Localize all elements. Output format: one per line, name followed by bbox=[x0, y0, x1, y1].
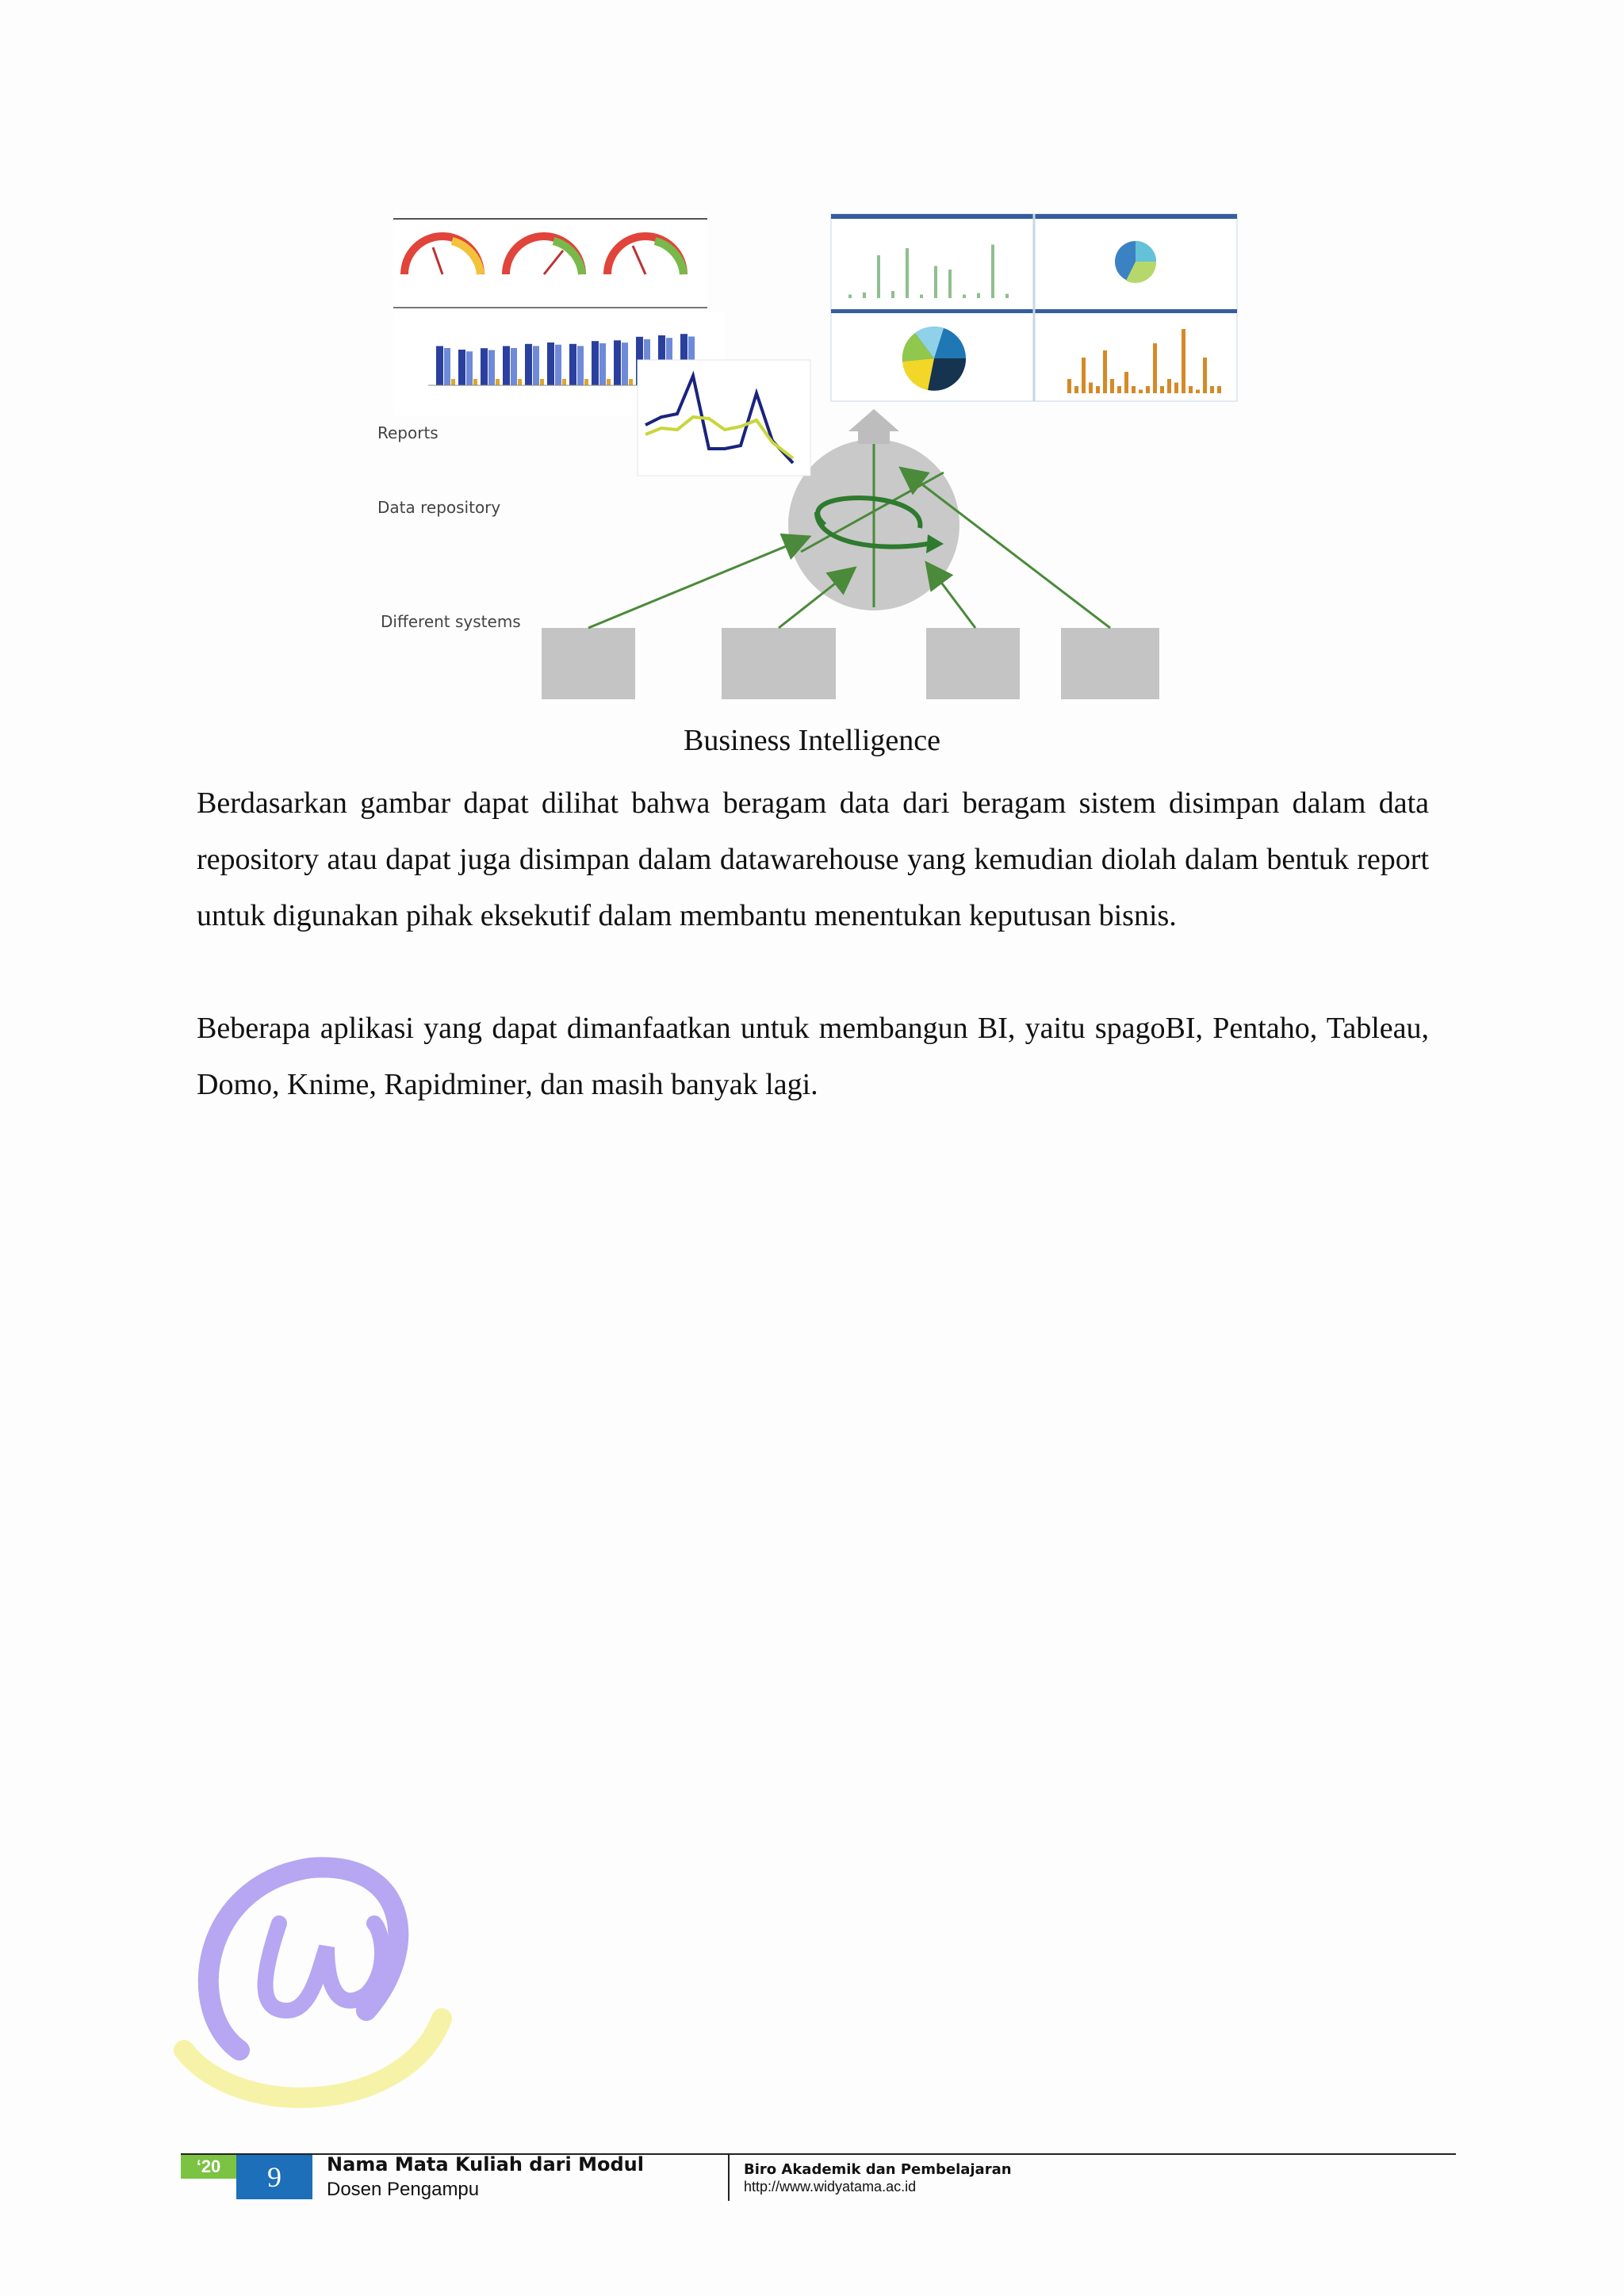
up-arrow bbox=[848, 409, 899, 444]
label-data-repository: Data repository bbox=[377, 498, 501, 517]
orange-bar bbox=[1182, 329, 1185, 393]
green-bar bbox=[863, 293, 866, 298]
bar-blue bbox=[481, 348, 488, 385]
orange-bar bbox=[1189, 386, 1193, 393]
orange-bar bbox=[1103, 350, 1107, 393]
orange-bar bbox=[1089, 383, 1093, 394]
orange-bar bbox=[1210, 386, 1214, 393]
bar-gold bbox=[629, 379, 633, 385]
lecturer-name: Dosen Pengampu bbox=[327, 2179, 480, 2200]
page-number: 9 bbox=[236, 2155, 312, 2199]
orange-bar bbox=[1082, 358, 1086, 393]
bar-blue bbox=[458, 350, 465, 385]
bar-gold bbox=[473, 379, 477, 385]
institution-name: Biro Akademik dan Pembelajaran bbox=[744, 2161, 1012, 2178]
bi-figure bbox=[373, 211, 1245, 710]
orange-bar bbox=[1096, 386, 1100, 393]
line-chart bbox=[638, 360, 810, 476]
orange-bar bbox=[1174, 383, 1178, 394]
footer-year: ‘20 bbox=[181, 2155, 236, 2179]
bi-diagram bbox=[373, 211, 1245, 710]
bar-blue bbox=[614, 340, 621, 385]
green-bar bbox=[848, 295, 852, 299]
bar-gold bbox=[607, 379, 611, 385]
label-reports: Reports bbox=[377, 423, 439, 442]
bar-lightblue bbox=[555, 345, 561, 385]
bar-blue bbox=[547, 342, 554, 385]
orange-bar bbox=[1146, 386, 1150, 393]
right-dashboard bbox=[831, 214, 1237, 401]
orange-bar bbox=[1132, 386, 1136, 393]
green-bar bbox=[920, 295, 923, 299]
green-bar bbox=[934, 266, 937, 299]
orange-bar bbox=[1074, 386, 1078, 393]
bar-lightblue bbox=[511, 348, 517, 385]
bar-blue bbox=[525, 344, 532, 385]
bar-gold bbox=[562, 379, 566, 385]
course-title: Nama Mata Kuliah dari Modul bbox=[327, 2153, 644, 2175]
green-bar bbox=[1005, 294, 1009, 298]
orange-bar bbox=[1196, 390, 1200, 394]
system-box-4 bbox=[1061, 628, 1159, 699]
green-bar bbox=[948, 270, 952, 298]
system-box-2 bbox=[722, 628, 836, 699]
system-box-1 bbox=[542, 628, 635, 699]
figure-caption: Business Intelligence bbox=[684, 724, 940, 757]
bar-lightblue bbox=[444, 348, 450, 385]
orange-bar bbox=[1117, 386, 1121, 393]
bar-blue bbox=[569, 344, 576, 385]
orange-bar bbox=[1160, 386, 1164, 393]
bar-gold bbox=[518, 379, 522, 385]
gauge-panel bbox=[393, 211, 707, 309]
bar-blue bbox=[592, 341, 599, 385]
bar-blue bbox=[503, 346, 510, 386]
pie-large bbox=[902, 327, 966, 391]
orange-bar bbox=[1067, 379, 1071, 393]
footer-separator bbox=[728, 2155, 730, 2201]
bar-gold bbox=[584, 379, 588, 385]
orange-bar bbox=[1153, 343, 1157, 393]
orange-bar bbox=[1217, 386, 1221, 393]
green-bar bbox=[977, 293, 980, 298]
label-different-systems: Different systems bbox=[381, 612, 521, 631]
orange-bar bbox=[1203, 358, 1207, 393]
orange-bar bbox=[1110, 379, 1114, 393]
orange-bar bbox=[1139, 390, 1143, 394]
bar-gold bbox=[451, 379, 455, 385]
institution-url: http://www.widyatama.ac.id bbox=[744, 2179, 917, 2195]
bar-lightblue bbox=[577, 346, 584, 385]
green-bar bbox=[877, 255, 880, 298]
bar-lightblue bbox=[488, 350, 495, 385]
orange-bar bbox=[1124, 372, 1128, 393]
green-bar bbox=[891, 291, 894, 298]
bar-lightblue bbox=[533, 346, 539, 385]
paragraph-1: Berdasarkan gambar dapat dilihat bahwa beragam data dari beragam sistem disimpan dalam data repository atau dapat juga disimpan dalam datawarehouse yang kemudian diolah dalam bentuk report untuk digunakan pihak eksekutif dalam membantu menentukan keputusan bisnis. bbox=[197, 786, 1429, 932]
green-bar bbox=[991, 245, 994, 299]
bar-lightblue bbox=[622, 342, 628, 385]
paragraph-2: Beberapa aplikasi yang dapat dimanfaatkan untuk membangun BI, yaitu spagoBI, Pentaho, Tableau, Domo, Knime, Rapidminer, dan masih banyak lagi. bbox=[197, 1012, 1429, 1101]
bar-lightblue bbox=[466, 351, 473, 385]
green-bar bbox=[906, 248, 909, 298]
bar-blue bbox=[436, 346, 443, 386]
widyatama-logo bbox=[168, 1852, 454, 2114]
bar-gold bbox=[496, 379, 500, 385]
bar-gold bbox=[540, 379, 544, 385]
system-box-3 bbox=[926, 628, 1020, 699]
green-bar bbox=[963, 295, 966, 299]
bar-lightblue bbox=[599, 343, 606, 385]
orange-bar bbox=[1167, 379, 1171, 393]
